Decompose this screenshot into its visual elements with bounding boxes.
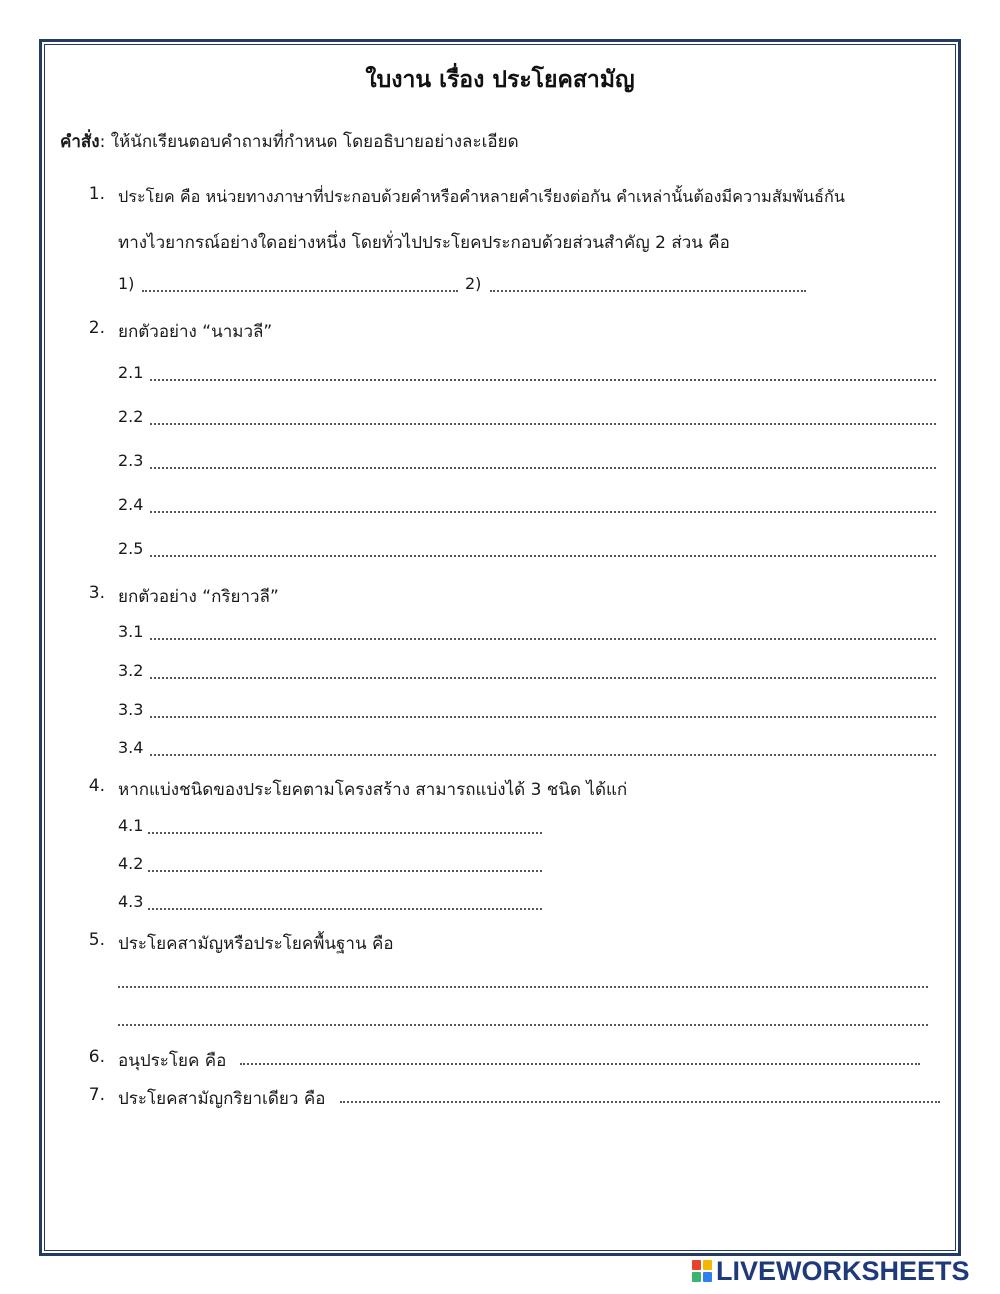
instruction-label: คำสั่ง (60, 132, 100, 152)
logo-square-red (692, 1260, 701, 1270)
worksheet-title: ใบงาน เรื่อง ประโยคสามัญ (365, 67, 635, 93)
q1-text-line1: ประโยค คือ หน่วยทางภาษาที่ประกอบด้วยคำหรือคำหลายคำเรียงต่อกัน คำเหล่านั้นต้องมีความสัมพันธ์กัน (118, 187, 845, 206)
q5-answer-line-1[interactable] (118, 986, 928, 988)
q3-answer-3[interactable] (150, 716, 936, 718)
q3-answer-4[interactable] (150, 754, 936, 756)
q3-item-label: 3.3 (118, 700, 144, 719)
q6-text: อนุประโยค คือ (118, 1051, 227, 1071)
q2-answer-2[interactable] (150, 423, 936, 425)
instruction (60, 128, 519, 155)
liveworksheets-logo[interactable] (692, 1255, 970, 1287)
q4-item-label: 4.3 (118, 892, 144, 911)
q4-answer-1[interactable] (148, 832, 542, 834)
q2-answer-3[interactable] (150, 467, 936, 469)
q4-answer-2[interactable] (148, 870, 542, 872)
q6-answer[interactable] (240, 1063, 920, 1065)
q2-answer-5[interactable] (150, 555, 936, 557)
q2-item-label: 2.2 (118, 407, 144, 426)
q1-blank2-label: 2) (465, 274, 482, 293)
q1-blank1-label: 1) (118, 274, 135, 293)
logo-square-blue (703, 1272, 712, 1282)
q3-text: ยกตัวอย่าง “กริยาวลี” (118, 587, 279, 607)
liveworksheets-logo-icon (692, 1260, 712, 1282)
q2-answer-1[interactable] (150, 379, 936, 381)
q3-answer-1[interactable] (150, 638, 936, 640)
q2-item-label: 2.5 (118, 539, 144, 558)
q4-item-label: 4.1 (118, 816, 144, 835)
q6-number: 6. (88, 1047, 105, 1067)
q2-item-label: 2.3 (118, 451, 144, 470)
q2-number: 2. (88, 318, 105, 338)
q7-text: ประโยคสามัญกริยาเดียว คือ (118, 1089, 326, 1109)
q3-item-label: 3.2 (118, 661, 144, 680)
q3-item-label: 3.4 (118, 738, 144, 757)
q4-item-label: 4.2 (118, 854, 144, 873)
q1-text-line2: ทางไวยากรณ์อย่างใดอย่างหนึ่ง โดยทั่วไปประโยคประกอบด้วยส่วนสำคัญ 2 ส่วน คือ (118, 233, 730, 253)
q7-answer[interactable] (340, 1101, 940, 1103)
q1-number: 1. (88, 184, 105, 204)
q4-number: 4. (88, 776, 105, 796)
q4-answer-3[interactable] (148, 908, 542, 910)
q2-answer-4[interactable] (150, 511, 936, 513)
q1-answer-2[interactable] (490, 290, 806, 292)
q2-item-label: 2.4 (118, 495, 144, 514)
q4-text: หากแบ่งชนิดของประโยคตามโครงสร้าง สามารถแบ่งได้ 3 ชนิด ได้แก่ (118, 780, 628, 800)
logo-square-yellow (703, 1260, 712, 1270)
q2-item-label: 2.1 (118, 363, 144, 382)
q5-text: ประโยคสามัญหรือประโยคพื้นฐาน คือ (118, 934, 394, 954)
q5-answer-line-2[interactable] (118, 1024, 928, 1026)
q3-answer-2[interactable] (150, 677, 936, 679)
q2-text: ยกตัวอย่าง “นามวลี” (118, 322, 273, 342)
q5-number: 5. (88, 930, 105, 950)
logo-square-green (692, 1272, 701, 1282)
logo-text: LIVEWORKSHEETS (716, 1255, 970, 1286)
q7-number: 7. (88, 1085, 105, 1105)
q3-number: 3. (88, 583, 105, 603)
q1-answer-1[interactable] (142, 290, 458, 292)
instruction-text: : ให้นักเรียนตอบคำถามที่กำหนด โดยอธิบายอย่างละเอียด (99, 132, 519, 152)
q3-item-label: 3.1 (118, 622, 144, 641)
